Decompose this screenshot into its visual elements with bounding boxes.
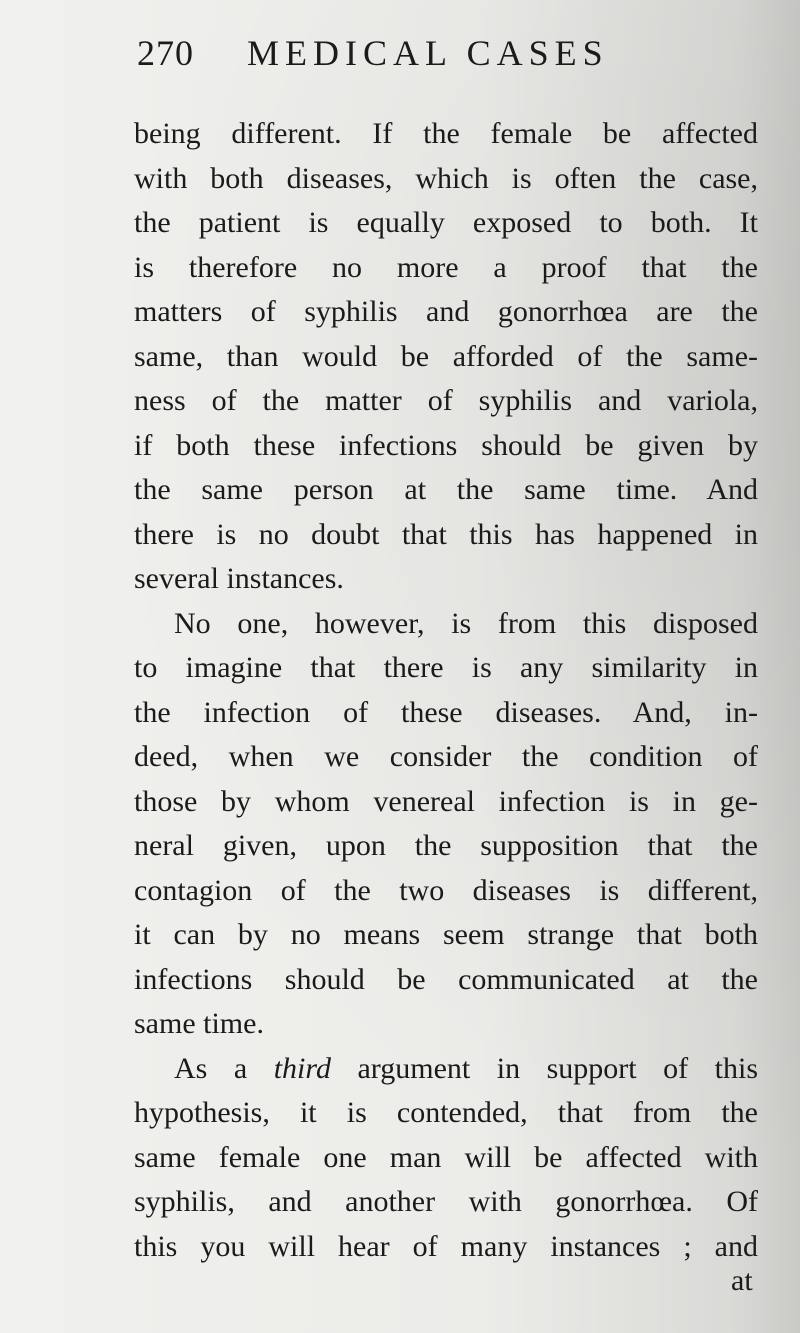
text-line: deed, when we consider the condition of xyxy=(134,740,758,773)
text-fragment: As a xyxy=(174,1051,274,1085)
text-line: those by whom venereal infection is in ge- xyxy=(134,784,758,818)
text-line: same female one man will be affected with xyxy=(134,1140,758,1174)
text-line: matters of syphilis and gonorrhœa are the xyxy=(134,295,758,328)
text-line: this you will hear of many instances ; and xyxy=(134,1229,758,1263)
text-line: No one, however, is from this disposed xyxy=(174,606,758,640)
text-line: infections should be communicated at the xyxy=(134,962,758,996)
catchword: at xyxy=(731,1264,753,1297)
text-line xyxy=(134,1047,758,1092)
text-line: contagion of the two diseases is different, xyxy=(134,873,758,907)
text-line: the infection of these diseases. And, in- xyxy=(134,695,758,729)
text-line: same, than would be afforded of the same- xyxy=(134,339,758,373)
text-line: ness of the matter of syphilis and variola, xyxy=(134,384,758,417)
running-head xyxy=(137,30,697,80)
text-line: the patient is equally exposed to both. It xyxy=(134,206,758,239)
text-line: neral given, upon the supposition that the xyxy=(134,829,758,862)
text-line: to imagine that there is any similarity in xyxy=(134,651,758,684)
text-line: there is no doubt that this has happened in xyxy=(134,517,758,551)
body-text xyxy=(134,112,758,1269)
text-line: if both these infections should be given by xyxy=(134,428,758,462)
text-line: syphilis, and another with gonorrhœa. Of xyxy=(134,1185,758,1218)
italic-word: third xyxy=(273,1051,331,1085)
page-number: 270 xyxy=(137,33,194,73)
text-line: hypothesis, it is contended, that from the xyxy=(134,1096,758,1129)
text-line: same time. xyxy=(134,1007,264,1040)
text-line: being different. If the female be affected xyxy=(134,117,758,150)
text-line: is therefore no more a proof that the xyxy=(134,250,758,284)
text-line: several instances. xyxy=(134,562,344,595)
text-fragment: argument in support of this xyxy=(330,1051,759,1085)
text-line: it can by no means seem strange that both xyxy=(134,918,758,951)
text-line: the same person at the same time. And xyxy=(134,473,758,506)
text-line: with both diseases, which is often the case, xyxy=(134,161,758,195)
running-title: MEDICAL CASES xyxy=(247,33,609,73)
